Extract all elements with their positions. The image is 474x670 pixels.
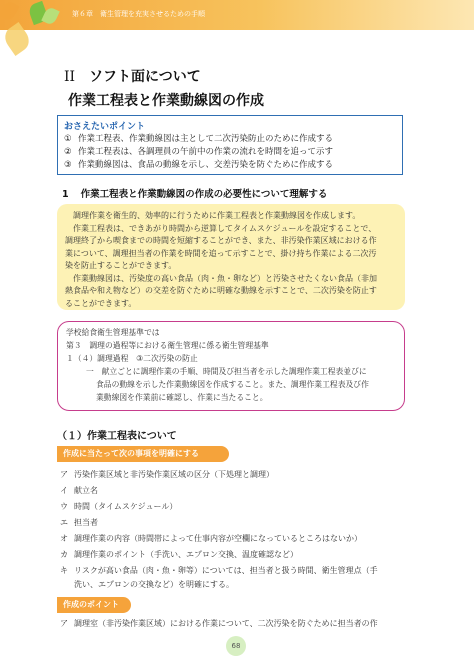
section-title (64, 66, 201, 86)
section-subtitle: 作業工程表と作業動線図の作成 (68, 93, 264, 109)
list-item-mark: オ (60, 534, 68, 543)
key-point-item (64, 132, 333, 144)
list-item-continuation (60, 579, 234, 590)
list-item-text: 汚染作業区域と非汚染作業区域の区分（下処理と調理） (74, 470, 274, 479)
creation-label: 作成に当たって次の事項を明確にする (57, 446, 229, 462)
heading-2: （１）作業工程表について (57, 431, 177, 442)
leaf-decoration-icon (0, 0, 20, 22)
page-number: 68 (231, 642, 241, 650)
standard-box (57, 321, 405, 411)
heading-1-number: 1 (62, 189, 69, 200)
intro-line: ることができます。 (65, 298, 137, 308)
intro-line: 作業工程表は、できあがり時間から逆算してタイムスケジュールを設定することで、 (73, 223, 377, 233)
list-item-mark: ウ (60, 502, 68, 511)
point-item-text: 調理室（非汚染作業区域）における作業について、二次汚染を防ぐために担当者の作 (74, 619, 378, 628)
heading-1-text: 作業工程表と作業動線図の作成の必要性について理解する (80, 189, 328, 200)
standard-line: 一 献立ごとに調理作業の手順、時間及び担当者を示した調理作業工程表並びに (86, 367, 367, 376)
list-item (60, 533, 362, 544)
section-roman-numeral: II (64, 69, 76, 85)
standard-line: １（４）調理過程 ③二次汚染の防止 (66, 354, 198, 363)
standard-line: 第３ 調理の過程等における衛生管理に係る衛生管理基準 (66, 341, 269, 350)
list-item-mark: イ (60, 486, 68, 495)
list-item-mark: ア (60, 470, 68, 479)
standard-line: 学校給食衛生管理基準では (66, 328, 160, 337)
standard-line: 業動線図を作業前に確認し、作業に当たること。 (96, 393, 268, 402)
list-item (60, 517, 98, 528)
key-points-box (57, 115, 403, 175)
heading-1 (62, 186, 327, 200)
list-item (60, 485, 98, 496)
chapter-title: 第６章 衛生管理を充実させるための手順 (72, 10, 205, 18)
point-label: 作成のポイント (57, 597, 131, 613)
list-item (60, 549, 298, 560)
key-point-text: 作業工程表、作業動線図は主として二次汚染防止のために作成する (78, 134, 334, 144)
key-point-number: ② (64, 147, 72, 157)
key-point-number: ③ (64, 160, 72, 170)
header-bar (0, 0, 474, 30)
point-item (60, 618, 378, 629)
intro-line: 作業動線図は、汚染度の高い食品（肉・魚・卵など）と汚染させたくない食品（非加 (73, 273, 377, 283)
intro-line: 業について、調理担当者の作業を時間を追って示すことで、掛け持ち作業による二次汚 (65, 248, 377, 258)
list-item-text: 調理作業のポイント（手洗い、エプロン交換、温度確認など） (74, 550, 298, 559)
list-item-mark: エ (60, 518, 68, 527)
list-item-text: 時間（タイムスケジュール） (74, 502, 178, 511)
intro-line: 調理作業を衛生的、効率的に行うために作業工程表と作業動線図を作成します。 (73, 211, 361, 220)
list-item-text: 担当者 (74, 518, 98, 527)
standard-line: 食品の動線を示した作業動線図を作成すること。また、調理作業工程表及び作 (96, 380, 369, 389)
key-point-item (64, 158, 333, 170)
list-item-text: リスクが高い食品（肉・魚・卵等）については、担当者と扱う時間、衛生管理点（手 (74, 566, 378, 575)
list-item-text: 洗い、エプロンの交換など）を明確にする。 (74, 580, 234, 589)
key-point-text: 作業工程表は、各調理員の午前中の作業の流れを時間を追って示す (78, 147, 334, 157)
intro-line: 熱食品や和え物など）の交差を防ぐために明確な動線を示すことで、二次汚染を防止す (65, 286, 377, 295)
intro-line: 調理終了から喫食までの時間を短縮することができ、また、非汚染作業区域における作 (65, 236, 377, 245)
section-title-text: ソフト面について (89, 69, 201, 85)
list-item (60, 565, 378, 576)
list-item-text: 調理作業の内容（時間帯によって仕事内容が空欄になっているところはないか） (74, 534, 362, 543)
list-item (60, 469, 274, 480)
key-point-text: 作業動線図は、食品の動線を示し、交差汚染を防ぐために作成する (78, 160, 334, 170)
key-points-title: おさえたいポイント (64, 122, 146, 132)
key-point-number: ① (64, 134, 72, 144)
list-item-text: 献立名 (74, 486, 98, 495)
list-item-mark: カ (60, 550, 68, 559)
intro-box (57, 204, 405, 310)
point-item-mark: ア (60, 619, 68, 628)
list-item (60, 501, 177, 512)
key-point-item (64, 145, 333, 157)
intro-line: 染を防止することができます。 (65, 261, 177, 270)
list-item-mark: キ (60, 566, 68, 575)
